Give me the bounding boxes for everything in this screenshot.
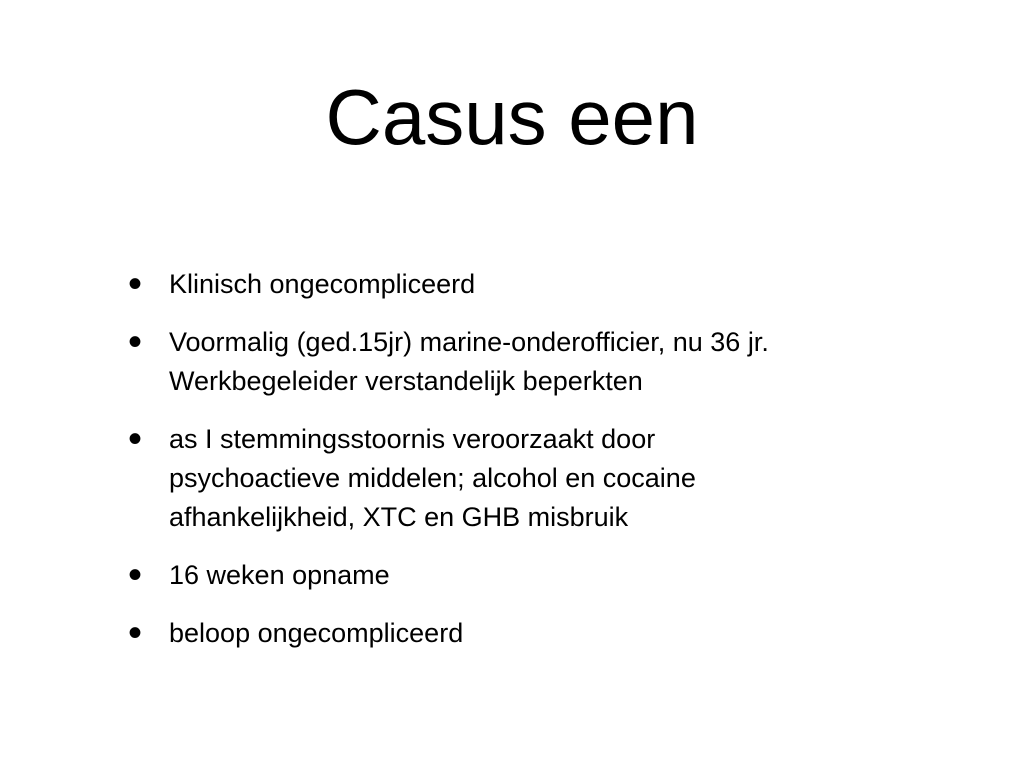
list-item [128, 262, 928, 306]
list-item [128, 320, 928, 401]
bullet-icon: • [128, 320, 143, 364]
bullet-text: Klinisch ongecompliceerd [169, 269, 476, 299]
bullet-list [128, 262, 928, 672]
bullet-icon: • [128, 611, 143, 655]
list-item [128, 611, 928, 655]
list-item [128, 553, 928, 597]
bullet-icon: • [128, 417, 143, 461]
bullet-icon: • [128, 262, 143, 306]
bullet-icon: • [128, 553, 143, 597]
bullet-text: Voormalig (ged.15jr) marine-onderofficier, nu 36 jr. Werkbegeleider verstandelijk beperkten [169, 327, 769, 396]
bullet-text: beloop ongecompliceerd [169, 618, 464, 648]
bullet-text: 16 weken opname [169, 560, 390, 590]
slide-title: Casus een [325, 73, 699, 161]
bullet-text: as I stemmingsstoornis veroorzaakt door psychoactieve middelen; alcohol en cocaine afhankelijkheid, XTC en GHB misbruik [169, 424, 696, 532]
list-item [128, 417, 928, 537]
